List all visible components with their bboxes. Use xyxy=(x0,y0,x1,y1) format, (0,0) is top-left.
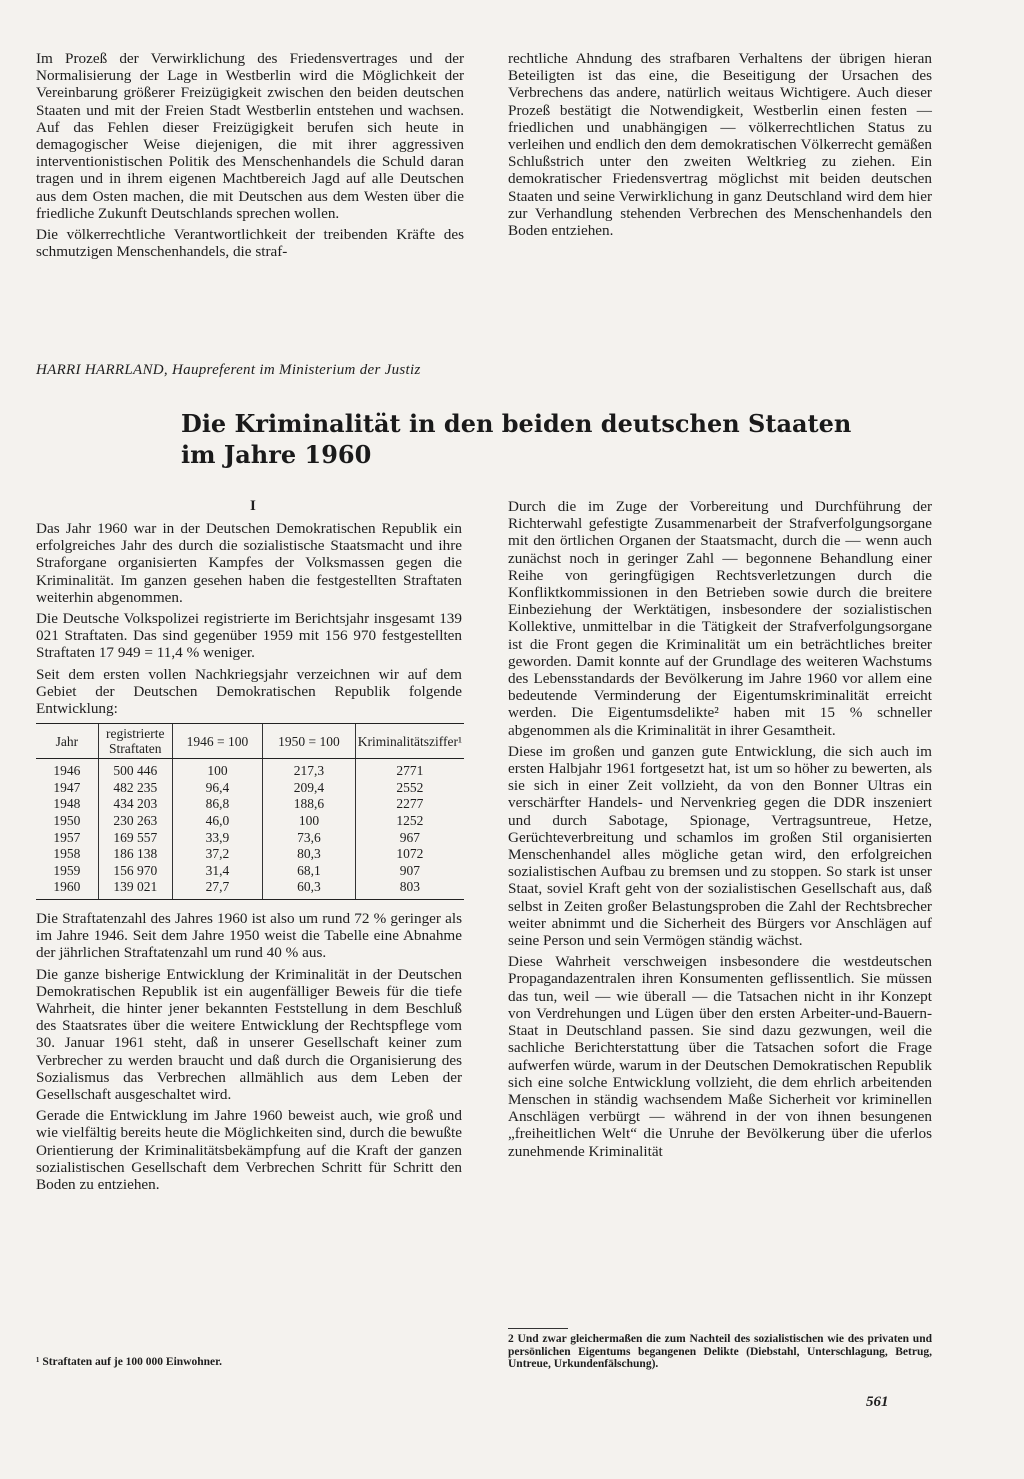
table-cell: 27,7 xyxy=(172,879,262,899)
paragraph: Diese Wahrheit verschweigen insbesondere die westdeutschen Propagandazentralen ihren Konsumenten geflissentlich. Sie müssen das tun, weil — wie überall — die Tatsachen nicht in ihr Konzept von Verdrehungen und Lügen über den ersten Arbeiter-und-Bauern-Staat in Deutschland passen. Sie sind dazu gezwungen, weil die sachliche Berichterstattung über die Tatsachen sofort die Frage aufwerfen würde, warum in der Deutschen Demokratischen Republik sich eine solche Entwicklung vollzieht, die dem ehrlich arbeitenden Menschen in ständig wachsendem Maße Sicherheit vor kriminellen Anschlägen verbürgt — während in der von ihnen besungenen „freiheitlichen Welt“ die Unruhe der Bevölkerung über die uferlos zunehmende Kriminalität xyxy=(508,953,932,1160)
table-header-cell: 1950 = 100 xyxy=(263,724,356,759)
crime-statistics-table xyxy=(36,723,464,900)
table-row xyxy=(36,813,464,830)
footnote-left xyxy=(36,1356,462,1369)
table-cell: 73,6 xyxy=(263,830,356,847)
table-cell: 2771 xyxy=(355,759,464,780)
paragraph: rechtliche Ahndung des strafbaren Verhaltens der übrigen hieran Beteiligten ist das eine, die Beseitigung der Ursachen des Verbrechens das andere, natürlich weitaus Wichtigere. Auch dieser Prozeß bestätigt die Notwendigkeit, Westberlin einen festen — friedlichen und unabhängigen — völkerrechtlichen Status zu verleihen und endlich den dem demokratischen Völkerrecht gemäßen Schlußstrich unter den zweiten Weltkrieg zu ziehen. Ein demokratischer Friedensvertrag möglichst mit beiden deutschen Staaten und seine Verwirklichung in ganz Deutschland wird dem hier zur Verhandlung stehenden Verbrechen des Menschenhandels den Boden entziehen. xyxy=(508,50,932,240)
paragraph: Die völkerrechtliche Verantwortlichkeit der treibenden Kräfte des schmutzigen Menschenhandels, die straf- xyxy=(36,226,464,261)
footnote-text: ¹ Straftaten auf je 100 000 Einwohner. xyxy=(36,1356,223,1368)
table-cell: 217,3 xyxy=(263,759,356,780)
table-header-cell: Kriminalitätsziffer¹ xyxy=(355,724,464,759)
author-line: HARRI HARRLAND, Haupreferent im Ministerium der Justiz xyxy=(36,362,421,378)
table-cell: 967 xyxy=(355,830,464,847)
paragraph: Im Prozeß der Verwirklichung des Friedensvertrages und der Normalisierung der Lage in Westberlin wird die Möglichkeit der Vereinbarung größerer Freizügigkeit zwischen den beiden deutschen Staaten und mit der Freien Stadt Westberlin entstehen und wachsen. Auf das Fehlen dieser Freizügigkeit berufen sich heute in demagogischer Weise diejenigen, die mit ihrer aggressiven interventionistischen Politik des Menschenhandels die Schuld daran tragen und in ihrem eigenen Machtbereich Jagd auf alle Deutschen aus dem Osten machen, die mit Deutschen aus dem Westen über die friedliche Zukunft Deutschlands sprechen wollen. xyxy=(36,50,464,222)
table-cell: 80,3 xyxy=(263,846,356,863)
paragraph: Das Jahr 1960 war in der Deutschen Demokratischen Republik ein erfolgreiches Jahr des durch die sozialistische Staatsmacht und ihre Straforgane organisierten Kampfes der Volksmassen gegen die Kriminalität. Im ganzen gesehen haben die festgestellten Straftaten weiterhin abgenommen. xyxy=(36,520,462,606)
table-cell: 1072 xyxy=(355,846,464,863)
table-row xyxy=(36,863,464,880)
paragraph: Gerade die Entwicklung im Jahre 1960 beweist auch, wie groß und wie vielfältig bereits heute die Möglichkeiten sind, durch die bewußte Orientierung der Kriminalitätsbekämpfung auf die Kraft der ganzen sozialistischen Gesellschaft dem Verbrechen Schritt für Schritt den Boden zu entziehen. xyxy=(36,1107,462,1194)
table-cell: 188,6 xyxy=(263,796,356,813)
table-cell: 1960 xyxy=(36,879,98,899)
table-row xyxy=(36,780,464,797)
table-cell: 96,4 xyxy=(172,780,262,797)
table-cell: 434 203 xyxy=(98,796,172,813)
table-cell: 60,3 xyxy=(263,879,356,899)
table-body xyxy=(36,759,464,900)
table-header-cell: 1946 = 100 xyxy=(172,724,262,759)
table-cell: 1252 xyxy=(355,813,464,830)
section-number: I xyxy=(250,498,256,514)
table-cell: 68,1 xyxy=(263,863,356,880)
footnote-right xyxy=(508,1320,932,1371)
table-cell: 907 xyxy=(355,863,464,880)
table-cell: 86,8 xyxy=(172,796,262,813)
table-cell: 100 xyxy=(263,813,356,830)
table-cell: 139 021 xyxy=(98,879,172,899)
paragraph: Die Straftatenzahl des Jahres 1960 ist also um rund 72 % geringer als im Jahre 1946. Seit dem Jahre 1950 weist die Tabelle eine Abnahme der jährlichen Straftatenzahl um rund 40 % aus. xyxy=(36,909,462,962)
table-cell: 209,4 xyxy=(263,780,356,797)
title-line-1: Die Kriminalität in den beiden deutschen Staaten xyxy=(181,409,852,438)
table-row xyxy=(36,879,464,899)
table-cell: 2552 xyxy=(355,780,464,797)
top-right-column xyxy=(508,50,932,243)
paragraph: Diese im großen und ganzen gute Entwicklung, die sich auch im ersten Halbjahr 1961 fortgesetzt hat, ist um so höher zu bewerten, als sie sich in einer Zeit vollzieht, da von den Bonner Ultras ein verschärfter Handels- und Nervenkrieg gegen die DDR inszeniert und durch Sabotage, Spionage, Vertragsuntreue, Hetze, Gerüchteverbreitung und schamlos im großen Stil organisierten Menschenhandel alles mögliche getan wird, den erfolgreichen sozialistischen Aufbau zu bremsen und zu stoppen. So stark ist unser Staat, soviel Kraft geht von der sozialistischen Gesellschaft aus, daß selbst in Zeiten großer Belastungsproben die Zahl der Rechtsbrecher weiter abnimmt und die Sicherheit des Bürgers vor Anschlägen auf seine Person und sein Vermögen ständig wächst. xyxy=(508,742,932,950)
main-left-column xyxy=(36,520,462,1197)
table-row xyxy=(36,796,464,813)
page-number: 561 xyxy=(866,1394,889,1410)
table-row xyxy=(36,846,464,863)
table-cell: 1947 xyxy=(53,779,81,795)
table-header-cell: Jahr xyxy=(36,724,98,759)
table-cell: 156 970 xyxy=(98,863,172,880)
table-cell: 1959 xyxy=(53,862,81,878)
table-cell: 169 557 xyxy=(98,830,172,847)
article-title xyxy=(181,408,881,470)
paragraph: Die ganze bisherige Entwicklung der Kriminalität in der Deutschen Demokratischen Republik ist ein augenfälliger Beweis für die tiefe Wahrheit, die hinter jener bekannten Feststellung in dem Beschluß des Staatsrates über die weitere Entwicklung der Rechtspflege vom 30. Januar 1961 steht, daß in unserer Gesellschaft keiner zum Verbrecher zu werden braucht und daß durch die Organisierung des Sozialismus das Verbrechen allmählich aus dem Leben der Gesellschaft ausgeschaltet wird. xyxy=(36,965,462,1104)
footnote-text: 2 Und zwar gleichermaßen die zum Nachteil des sozialistischen wie des privaten und persönlichen Eigentums begangenen Delikte (Diebstahl, Unterschlagung, Betrug, Untreue, Urkundenfälschung). xyxy=(508,1333,932,1370)
paragraph: Seit dem ersten vollen Nachkriegsjahr verzeichnen wir auf dem Gebiet der Deutschen Demokratischen Republik folgende Entwicklung: xyxy=(36,665,462,718)
table-header-row xyxy=(36,724,464,759)
table-cell: 2277 xyxy=(355,796,464,813)
table-cell: 100 xyxy=(172,759,262,780)
table-cell: 803 xyxy=(355,879,464,899)
table-header-cell: registrierte Straftaten xyxy=(98,724,172,759)
footnote-divider xyxy=(508,1328,568,1329)
paragraph: Durch die im Zuge der Vorbereitung und Durchführung der Richterwahl gefestigte Zusammenarbeit der Strafverfolgungsorgane mit den örtlichen Organen der Staatsmacht, durch die — wenn auch zunächst noch in geringer Zahl — begonnene Behandlung einer Reihe von geringfügigen Rechtsverletzungen durch die Konfliktkommissionen in den Betrieben sowie durch die breitere Einbeziehung der Werktätigen, insbesondere der sozialistischen Kollektive, unmittelbar in die Tätigkeit der Strafverfolgungsorgane ist die Front gegen die Kriminalität um ein beträchtliches breiter geworden. Damit konnte auf der Grundlage des weiteren Wachstums des Lebensstandards der Bevölkerung im Jahre 1960 vor allem eine bedeutende Verminderung der Eigentumskriminalität erreicht werden. Die Eigentumsdelikte² haben mit 15 % schneller abgenommen als die Kriminalität in ihrer Gesamtheit. xyxy=(508,498,932,739)
table-cell: 1950 xyxy=(53,813,81,829)
table-cell: 1957 xyxy=(53,829,81,845)
table-cell: 31,4 xyxy=(172,863,262,880)
table-cell: 1948 xyxy=(53,796,81,812)
table-cell: 37,2 xyxy=(172,846,262,863)
table-cell: 186 138 xyxy=(98,846,172,863)
table-row xyxy=(36,830,464,847)
table-cell: 500 446 xyxy=(98,759,172,780)
table-cell: 482 235 xyxy=(98,780,172,797)
paragraph: Die Deutsche Volkspolizei registrierte im Berichtsjahr insgesamt 139 021 Straftaten. Das sind gegenüber 1959 mit 156 970 festgestellten Straftaten 17 949 = 11,4 % weniger. xyxy=(36,610,462,662)
top-left-column xyxy=(36,50,464,264)
table-cell: 46,0 xyxy=(172,813,262,830)
table-cell: 1958 xyxy=(53,846,81,862)
table-cell: 230 263 xyxy=(98,813,172,830)
main-right-column xyxy=(508,498,932,1164)
title-line-2: im Jahre 1960 xyxy=(181,440,372,469)
table-row xyxy=(36,759,464,780)
table-cell: 1946 xyxy=(53,763,81,779)
table-cell: 33,9 xyxy=(172,830,262,847)
